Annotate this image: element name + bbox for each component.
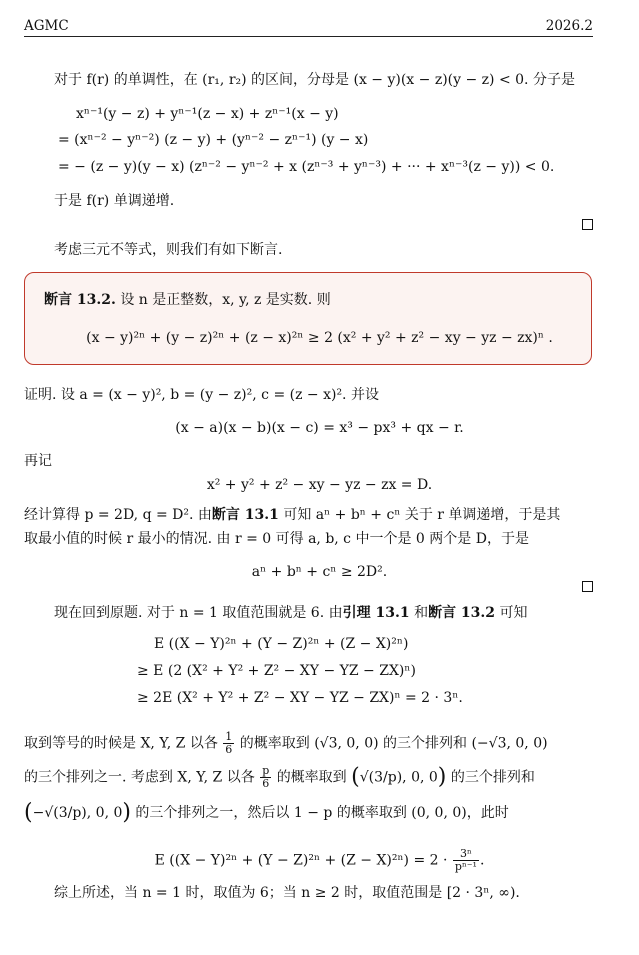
text-run: 的概率取到 xyxy=(276,769,347,786)
text-run: E ((X − Y)²ⁿ + (Y − Z)²ⁿ + (Z − X)²ⁿ) = 2 · xyxy=(154,852,448,869)
paragraph-line xyxy=(24,505,560,525)
paragraph-line xyxy=(54,603,528,623)
paragraph-line xyxy=(24,765,535,790)
paragraph-line: 取最小值的时候 r 最小的情况. 由 r = 0 可得 a, b, c 中一个是 0 两个是 D，于是 xyxy=(24,531,529,547)
equation-line: E ((X − Y)²ⁿ + (Y − Z)²ⁿ + (Z − X)²ⁿ) xyxy=(154,636,409,652)
claim-text: 设 n 是正整数，x, y, z 是实数. 则 xyxy=(120,292,331,308)
qed-square xyxy=(582,581,593,592)
text-run: 的概率取到 (√3, 0, 0) 的三个排列和 (−√3, 0, 0) xyxy=(239,735,548,752)
equation-line: ≥ E (2 (X² + Y² + Z² − XY − YZ − ZX)ⁿ) xyxy=(137,663,416,679)
equation-line: = − (z − y)(y − x) (zⁿ⁻² − yⁿ⁻² + x (zⁿ⁻³ + yⁿ⁻³) + ··· + xⁿ⁻³(z − y)) < 0. xyxy=(58,159,555,175)
denominator: 6 xyxy=(225,743,233,756)
denominator: 6 xyxy=(262,777,270,790)
journal-name: AGMC xyxy=(24,18,69,34)
lemma-ref: 引理 13.1 xyxy=(342,605,410,621)
text-run: 的三个排列之一. 考虑到 X, Y, Z 以各 xyxy=(24,769,255,786)
paragraph-line: 再记 xyxy=(24,453,52,469)
point-expr: √(3/p), 0, 0 xyxy=(359,769,438,786)
claim-ref: 断言 13.2 xyxy=(428,605,496,621)
right-paren: ) xyxy=(122,800,131,825)
left-paren: ( xyxy=(24,800,33,825)
fraction xyxy=(453,848,479,873)
equation-line: = (xⁿ⁻² − yⁿ⁻²) (z − y) + (yⁿ⁻² − zⁿ⁻¹) (y − x) xyxy=(58,132,369,148)
proof-label: 证明. xyxy=(24,387,57,403)
paragraph-line: 考虑三元不等式，则我们有如下断言. xyxy=(54,242,283,258)
equation-line: E ((X − Y)²ⁿ + (Y − Z)²ⁿ + (Z − X)²ⁿ) = 2 · $\frac{\text{3ⁿ}}{\text{pⁿ⁻¹}}$ . xyxy=(154,847,485,873)
text-run: 现在回到原题. 对于 n = 1 取值范围就是 6. 由 xyxy=(54,605,343,621)
fraction xyxy=(260,765,271,790)
text-run: 可知 aⁿ + bⁿ + cⁿ 关于 r 单调递增，于是其 xyxy=(283,507,561,523)
page-header xyxy=(24,18,593,37)
text-run: 的三个排列之一，然后以 1 − p 的概率取到 (0, 0, 0)，此时 xyxy=(135,805,509,821)
equation-line: xⁿ⁻¹(y − z) + yⁿ⁻¹(z − x) + zⁿ⁻¹(x − y) xyxy=(76,106,339,122)
claim-statement xyxy=(44,290,331,310)
text-run: 的三个排列和 xyxy=(450,769,535,786)
paragraph-line xyxy=(24,800,509,825)
right-paren: ) xyxy=(437,764,447,790)
text-run: 经计算得 p = 2D, q = D². 由 xyxy=(24,507,212,523)
equation-line: (x − a)(x − b)(x − c) = x³ − px³ + qx − r. xyxy=(175,420,464,436)
equation-line: ≥ 2E (X² + Y² + Z² − XY − YZ − ZX)ⁿ = 2 · 3ⁿ. xyxy=(137,690,463,706)
paragraph-line: 对于 f(r) 的单调性，在 (r₁, r₂) 的区间，分母是 (x − y)(x − z)(y − z) < 0. 分子是 xyxy=(54,72,575,88)
qed-square xyxy=(582,219,593,230)
text-run: 和 xyxy=(414,605,429,621)
equation-line: x² + y² + z² − xy − yz − zx = D. xyxy=(206,477,433,493)
claim-title: 断言 13.2. xyxy=(44,292,116,308)
claim-ref: 断言 13.1 xyxy=(211,507,279,523)
paragraph-line xyxy=(24,731,548,756)
text-run: 可知 xyxy=(499,605,528,621)
numerator: 1 xyxy=(225,730,233,743)
proof-text: 设 a = (x − y)², b = (y − z)², c = (z − x)². 并设 xyxy=(60,387,379,403)
numerator: 3ⁿ xyxy=(453,848,479,861)
paragraph-line: 于是 f(r) 单调递增. xyxy=(54,193,175,209)
claim-box xyxy=(24,272,592,365)
numerator: p xyxy=(262,764,270,777)
equation-line: aⁿ + bⁿ + cⁿ ≥ 2D². xyxy=(251,564,388,580)
fraction xyxy=(223,731,234,756)
conclusion-line: 综上所述，当 n = 1 时，取值为 6；当 n ≥ 2 时，取值范围是 [2 · 3ⁿ, ∞). xyxy=(54,885,520,901)
left-paren: ( xyxy=(351,764,360,790)
denominator: pⁿ⁻¹ xyxy=(454,860,477,873)
text-run: 取到等号的时候是 X, Y, Z 以各 xyxy=(24,735,218,752)
issue-date: 2026.2 xyxy=(545,18,593,34)
proof-intro xyxy=(24,385,379,405)
claim-formula: (x − y)²ⁿ + (y − z)²ⁿ + (z − x)²ⁿ ≥ 2 (x² + y² + z² − xy − yz − zx)ⁿ . xyxy=(86,330,553,346)
point-expr: −√(3/p), 0, 0 xyxy=(32,805,123,821)
